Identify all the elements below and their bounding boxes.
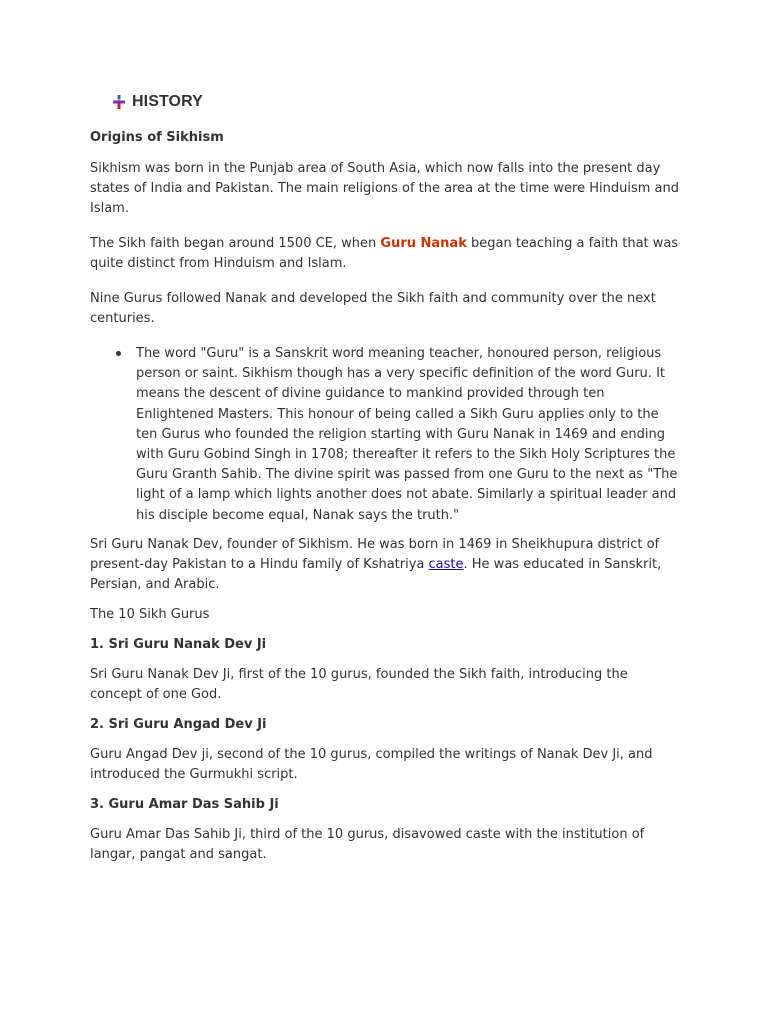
guru-2-text: Guru Angad Dev ji, second of the 10 gurus, compiled the writings of Nanak Dev Ji, and introduced the Gurmukhi script. [90, 747, 653, 783]
guru-3-title: 3. Guru Amar Das Sahib Ji [90, 797, 279, 812]
origins-paragraph-1: Sikhism was born in the Punjab area of South Asia, which now falls into the present day states of India and Pakistan. The main religions of the area at the time were Hinduism and Islam. [90, 161, 679, 217]
guru-3-text: Guru Amar Das Sahib Ji, third of the 10 gurus, disavowed caste with the institution of langar, pangat and sangat. [90, 827, 645, 863]
bullet-dot-icon [116, 351, 121, 356]
p4-after: . He was educated in Sanskrit, Persian, and Arabic. [90, 557, 662, 593]
history-heading: HISTORY [132, 93, 203, 110]
guru-nanak-highlight: Guru Nanak [380, 236, 467, 251]
gurus-list-title: The 10 Sikh Gurus [90, 607, 210, 622]
guru-1-title: 1. Sri Guru Nanak Dev Ji [90, 637, 267, 652]
section-heading [112, 92, 203, 112]
p4-before: Sri Guru Nanak Dev, founder of Sikhism. He was born in 1469 in Sheikhupura district of present-day Pakistan to a Hindu family of Kshatriya [90, 537, 660, 573]
caste-link[interactable]: caste [428, 557, 464, 573]
colored-cross-bullet-icon [112, 94, 126, 110]
origins-paragraph-3: Nine Gurus followed Nanak and developed the Sikh faith and community over the next centuries. [90, 291, 656, 327]
p2-after: began teaching a faith that was quite distinct from Hinduism and Islam. [90, 236, 679, 272]
list-item [116, 344, 682, 526]
origins-paragraph-2 [90, 234, 680, 274]
guru-2-title: 2. Sri Guru Angad Dev Ji [90, 717, 267, 732]
origins-paragraph-4 [90, 535, 680, 596]
guru-definition-list [116, 344, 682, 526]
p2-before: The Sikh faith began around 1500 CE, when [90, 236, 381, 251]
guru-1-text: Sri Guru Nanak Dev Ji, first of the 10 gurus, founded the Sikh faith, introducing the concept of one God. [90, 667, 628, 703]
guru-definition-text: The word "Guru" is a Sanskrit word meaning teacher, honoured person, religious person or saint. Sikhism though has a very specific definition of the word Guru. It means the descent of divine guidance to mankind provided through ten Enlightened Masters. This honour of being called a Sikh Guru applies only to the ten Gurus who founded the religion starting with Guru Nanak in 1469 and ending with Guru Gobind Singh in 1708; thereafter it refers to the Sikh Holy Scriptures the Guru Granth Sahib. The divine spirit was passed from one Guru to the next as "The light of a lamp which lights another does not abate. Similarly a spiritual leader and his disciple become equal, Nanak says the truth." [136, 346, 678, 523]
origins-title: Origins of Sikhism [90, 130, 224, 145]
